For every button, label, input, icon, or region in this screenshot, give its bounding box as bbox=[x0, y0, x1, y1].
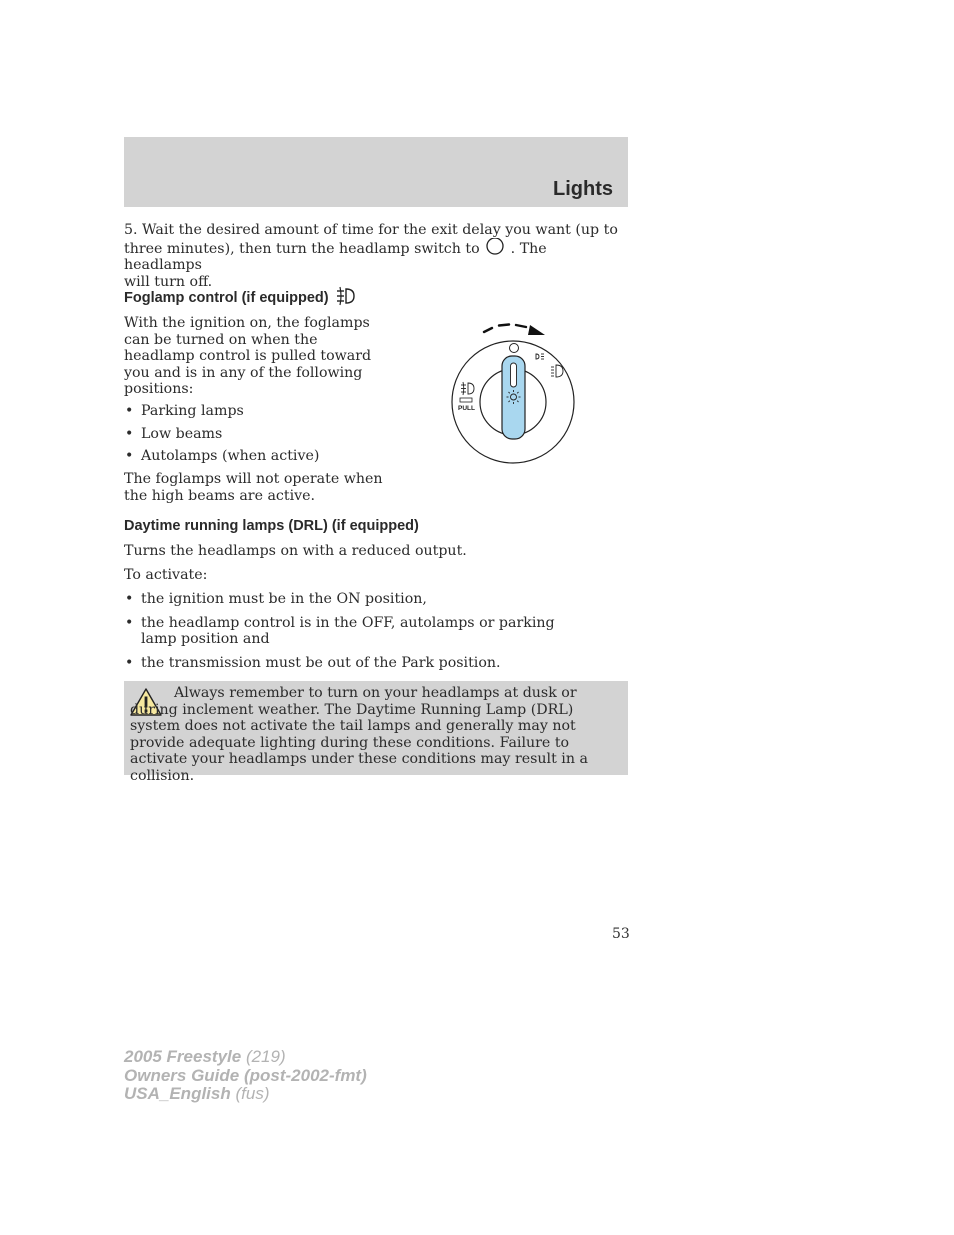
foglamp-intro-line: you and is in any of the following bbox=[124, 364, 363, 381]
foglamp-icon bbox=[333, 286, 357, 306]
off-position-icon bbox=[484, 238, 506, 256]
page-number: 53 bbox=[612, 926, 630, 942]
step-5-paragraph bbox=[124, 222, 628, 290]
step-5-line-1: 5. Wait the desired amount of time for the exit delay you want (up to bbox=[124, 222, 618, 238]
list-item: • the transmission must be out of the Park position. bbox=[124, 655, 594, 672]
foglamp-intro-line: can be turned on when the bbox=[124, 331, 318, 348]
foglamp-note-line: The foglamps will not operate when bbox=[124, 471, 383, 487]
foglamp-intro-line: headlamp control is pulled toward bbox=[124, 348, 372, 364]
drl-activate-label: To activate: bbox=[124, 567, 208, 583]
foglamp-positions-list bbox=[124, 403, 384, 465]
section-header bbox=[124, 137, 628, 207]
footer-line-1: 2005 Freestyle (219) bbox=[124, 1047, 286, 1066]
footer-line-3: USA_English (fus) bbox=[124, 1084, 270, 1103]
rotation-arrow-icon bbox=[484, 325, 545, 336]
off-marker-icon bbox=[510, 344, 519, 353]
list-item: • Autolamps (when active) bbox=[124, 448, 384, 465]
warning-box bbox=[124, 681, 628, 784]
foglamp-heading: Foglamp control (if equipped) bbox=[124, 290, 357, 306]
step-5-line-2: three minutes), then turn the headlamp switch to . The headlamps bbox=[124, 241, 628, 274]
list-item: • Low beams bbox=[124, 426, 384, 443]
foglamp-intro bbox=[124, 315, 384, 398]
document-footer bbox=[124, 1048, 367, 1104]
pull-label: PULL bbox=[458, 405, 475, 412]
drl-heading: Daytime running lamps (DRL) (if equipped) bbox=[124, 518, 419, 534]
foglamp-intro-line: With the ignition on, the foglamps bbox=[124, 315, 370, 331]
drl-conditions-list bbox=[124, 591, 594, 671]
list-item: • Parking lamps bbox=[124, 403, 384, 420]
foglamp-note bbox=[124, 471, 384, 504]
drl-description: Turns the headlamps on with a reduced output. bbox=[124, 543, 467, 559]
footer-line-2: Owners Guide (post-2002-fmt) bbox=[124, 1065, 367, 1085]
headlamp-control-diagram bbox=[446, 318, 586, 468]
list-item: • the ignition must be in the ON position, bbox=[124, 591, 594, 608]
foglamp-note-line: the high beams are active. bbox=[124, 487, 316, 504]
step-5-line-3: will turn off. bbox=[124, 273, 213, 290]
foglamp-intro-line: positions: bbox=[124, 381, 194, 397]
list-item: • the headlamp control is in the OFF, autolamps or parking lamp position and bbox=[124, 615, 594, 648]
pull-indicator bbox=[460, 398, 472, 402]
section-title: Lights bbox=[553, 178, 613, 200]
warning-text: Always remember to turn on your headlamps at dusk or during inclement weather. The Daytime Running Lamp (DRL) system does not activate the tail lamps and generally may not provide adequate lighting during these conditions. Failure to activate your headlamps under these conditions may result in a collision. bbox=[130, 685, 588, 784]
handle-indicator bbox=[511, 363, 517, 387]
